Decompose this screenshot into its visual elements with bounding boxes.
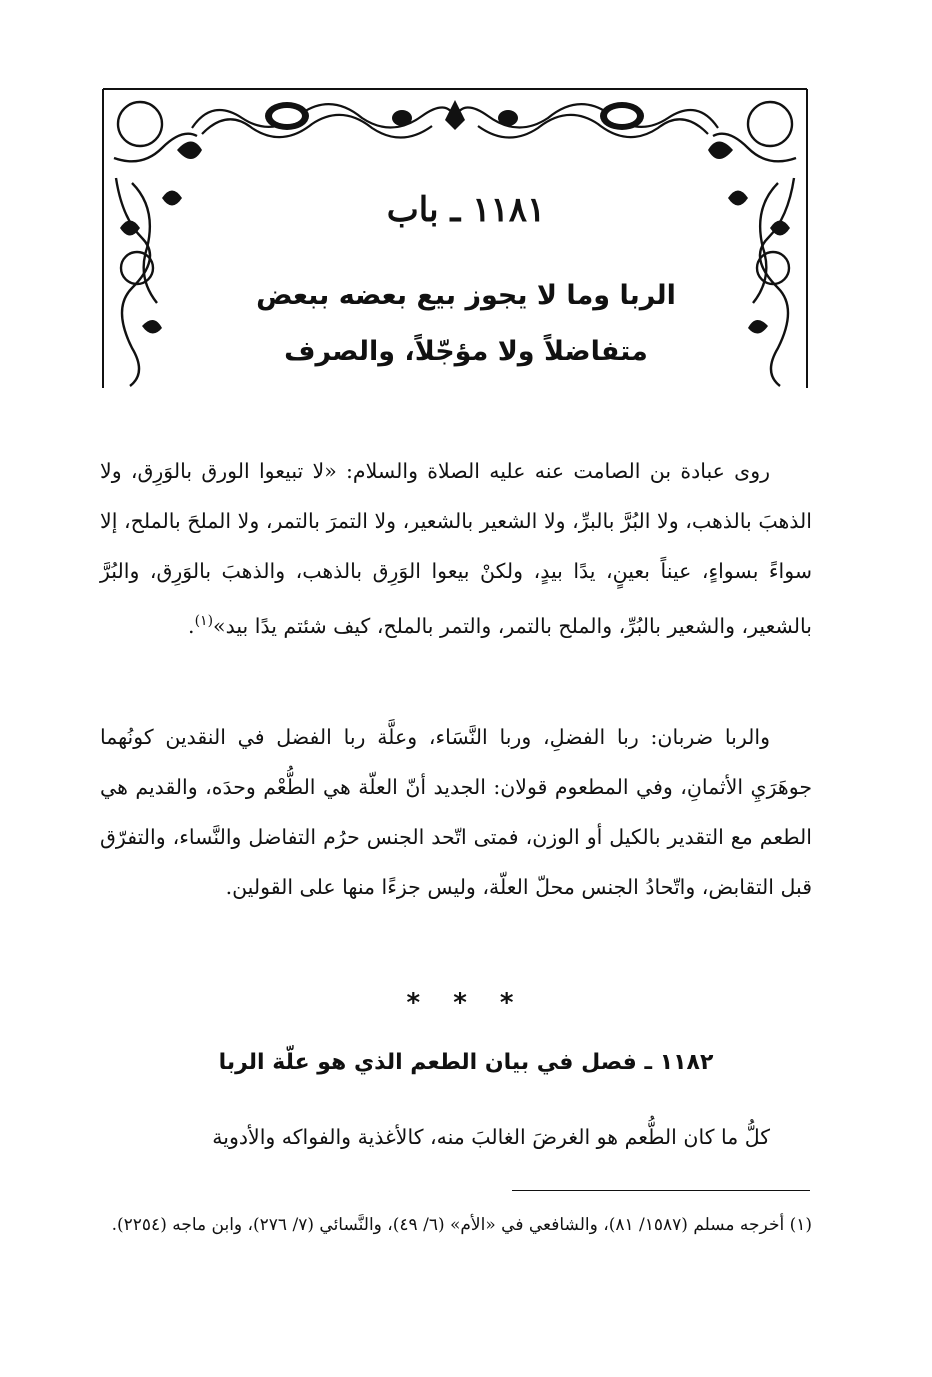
chapter-number: ١١٨١ ـ باب [386,190,546,230]
paragraph-hadith [100,446,812,651]
footnote-divider [512,1190,810,1191]
section-heading: ١١٨٢ ـ فصل في بيان الطعم الذي هو علّة الربا [218,1050,714,1075]
chapter-title-line-1: الربا وما لا يجوز بيع بعضه ببعض [256,280,676,311]
footnote-1: (١) أخرجه مسلم (١٥٨٧/ ٨١)، والشافعي في «الأم» (٦/ ٤٩)، والنَّسائي (٧/ ٢٧٦)، وابن ماجه (٢٢٥٤). [111,1215,812,1235]
section-separator: * * * [406,988,526,1018]
paragraph-hadith-text: روى عبادة بن الصامت عنه عليه الصلاة والسلام: «لا تبيعوا الورق بالوَرِق، ولا الذهبَ بالذهب، ولا البُرَّ بالبرِّ، ولا الشعير بالشعير، ولا التمرَ بالتمر، ولا الملحَ بالملح، إلا سواءً بسواءٍ، عيناً بعينٍ، يدًا بيدٍ، ولكنْ بيعوا الوَرِق بالذهب، والذهبَ بالوَرِق، والبُرَّ بالشعير، والشعير بالبُرِّ، والملح بالتمر، والتمر بالملح، كيف شئتم يدًا بيد» [100,459,812,638]
paragraph-hadith-end: . [188,613,195,638]
chapter-title-line-2: متفاضلاً ولا مؤجّلاً، والصرف [284,336,648,367]
footnote-reference: (١) [194,613,214,629]
paragraph-riba-types: والربا ضربان: ربا الفضلِ، وربا النَّسَاء، وعلَّة ربا الفضل في النقدين كونُهما جوهَرَيِ الأثمانِ، وفي المطعوم قولان: الجديد أنّ العلّة هي الطُّعْم وحدَه، والقديم هي الطعم مع التقدير بالكيل أو الوزن، فمتى اتّحد الجنس حرُم التفاضل والنَّساء، والتفرّق قبل التقابض، واتّحادُ الجنس محلّ العلّة، وليس جزءًا منها على القولين. [100,725,812,899]
paragraph-food-definition: كلُّ ما كان الطُّعم هو الغرضَ الغالبَ منه، كالأغذية والفواكه والأدوية [212,1125,770,1149]
